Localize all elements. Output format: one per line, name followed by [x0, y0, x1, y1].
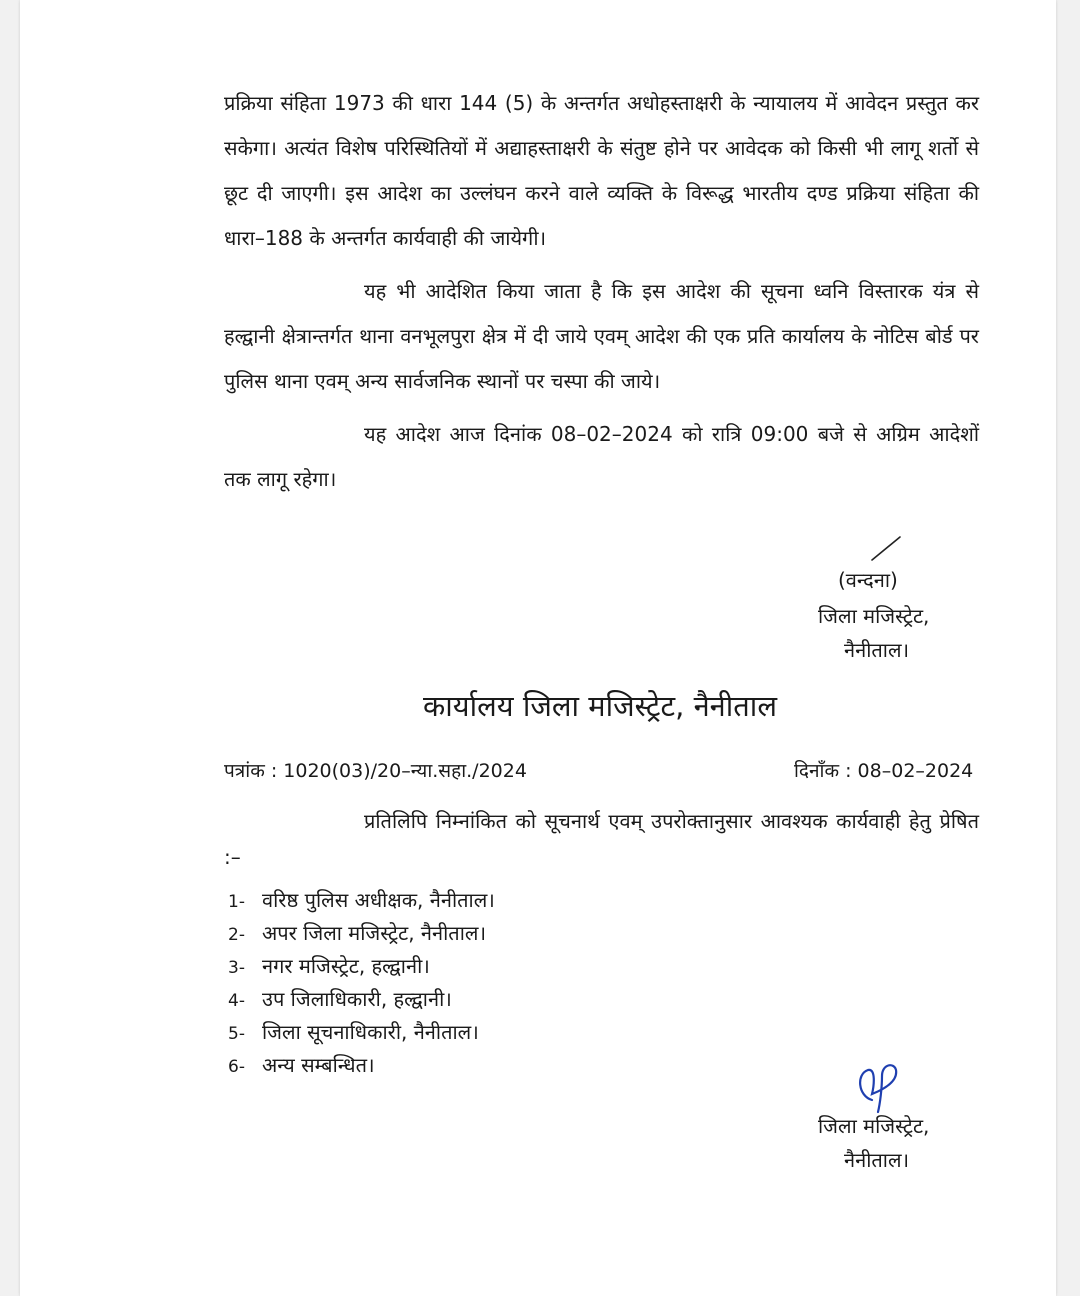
recipient-text: नगर मजिस्ट्रेट, हल्द्वानी। [262, 954, 430, 978]
signatory-name: (वन्दना) [838, 568, 898, 592]
issue-date: दिनाँक : 08–02–2024 [794, 760, 974, 782]
list-item [228, 1016, 495, 1049]
signature-stroke [868, 534, 908, 564]
signatory-designation: जिला मजिस्ट्रेट, [818, 604, 930, 628]
list-item [228, 983, 495, 1016]
ink-signature [852, 1060, 912, 1114]
list-item [228, 950, 495, 983]
reference-number: पत्रांक : 1020(03)/20–न्या.सहा./2024 [224, 760, 527, 782]
signatory-place: नैनीताल। [844, 1148, 910, 1172]
recipient-text: अपर जिला मजिस्ट्रेट, नैनीताल। [262, 921, 487, 945]
list-item [228, 884, 495, 917]
recipient-text: अन्य सम्बन्धित। [262, 1053, 375, 1077]
order-paragraph-1: प्रक्रिया संहिता 1973 की धारा 144 (5) के अन्तर्गत अधोहस्ताक्षरी के न्यायालय में आवेदन प्रस्तुत कर सकेगा। अत्यंत विशेष परिस्थितियों में अद्याहस्ताक्षरी के संतुष्ट होने पर आवेदक को किसी भी लागू शर्तो से छूट दी जाएगी। इस आदेश का उल्लंघन करने वाले व्यक्ति के विरूद्ध भारतीय दण्ड प्रक्रिया संहिता की धारा–188 के अन्तर्गत कार्यवाही की जायेगी। [224, 91, 979, 250]
list-number: 6- [228, 1057, 245, 1077]
list-number: 2- [228, 925, 245, 945]
order-paragraph-3: यह आदेश आज दिनांक 08–02–2024 को रात्रि 09:00 बजे से अग्रिम आदेशों तक लागू रहेगा। [224, 422, 979, 491]
list-number: 5- [228, 1024, 245, 1044]
list-item [228, 1049, 495, 1082]
signatory-place: नैनीताल। [844, 638, 910, 662]
order-paragraph-2: यह भी आदेशित किया जाता है कि इस आदेश की सूचना ध्वनि विस्तारक यंत्र से हल्द्वानी क्षेत्रान्तर्गत थाना वनभूलपुरा क्षेत्र में दी जाये एवम् आदेश की एक प्रति कार्यालय के नोटिस बोर्ड पर पुलिस थाना एवम् अन्य सार्वजनिक स्थानों पर चस्पा की जाये। [224, 279, 979, 393]
copy-forward-intro: प्रतिलिपि निम्नांकित को सूचनार्थ एवम् उपरोक्तानुसार आवश्यक कार्यवाही हेतु प्रेषित :– [224, 809, 979, 869]
signatory-designation: जिला मजिस्ट्रेट, [818, 1114, 930, 1138]
office-title: कार्यालय जिला मजिस्ट्रेट, नैनीताल [423, 689, 777, 723]
recipient-text: जिला सूचनाधिकारी, नैनीताल। [262, 1020, 479, 1044]
list-item [228, 917, 495, 950]
list-number: 3- [228, 958, 245, 978]
recipient-text: उप जिलाधिकारी, हल्द्वानी। [262, 987, 452, 1011]
recipient-list [228, 884, 495, 1082]
recipient-text: वरिष्ठ पुलिस अधीक्षक, नैनीताल। [262, 888, 495, 912]
list-number: 4- [228, 991, 245, 1011]
list-number: 1- [228, 892, 245, 912]
